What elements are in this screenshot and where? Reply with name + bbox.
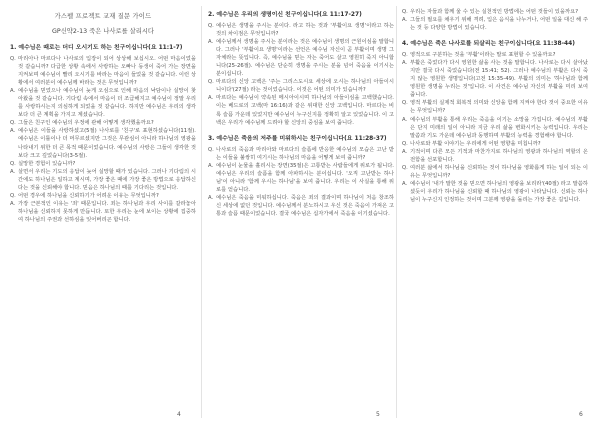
qa-text: 나사로의 죽음과 마리아와 마르다의 슬픔에 반응한 예수님의 모습은 고난 받는 이들을 불쌍히 여기시는 하나님의 마음을 어떻게 보여 줍니까?	[216, 146, 394, 161]
qa-marker: A.	[10, 128, 16, 135]
qa-text: 예수님은 죽음을 미워하십니다. 죽음은 죄의 결과이며 하나님이 처음 창조하신 세상에 없던 것입니다. 예수님께서 분노하시고 우신 것은 죽음이 가져온 고통과 슬픔 때문이었습니다. 결국 예수님은 십자가에서 죽음을 이기셨습니다.	[216, 194, 394, 217]
qa-marker: Q.	[208, 23, 214, 29]
qa-text: 예수님을 믿었으나 예수님이 늦게 오심으로 인해 마음의 낙담이나 실망이 찾아왔을 것 같습니다. 기다림 속에서 마음이 더 조급해지고 예수님이 정말 우리를 사랑하시는지 의심하게 되었을 것 같습니다. 하지만 예수님은 우리의 생각보다 더 큰 계획을 가지고 계셨습니다.	[18, 88, 196, 119]
qa-text: 어떤 경우에 하나님을 신뢰하기가 어려운 이유는 무엇입니까?	[18, 192, 159, 199]
question-item	[402, 8, 588, 16]
qa-marker: Q.	[402, 140, 408, 147]
section-title: 1. 예수님은 때로는 더디 오시기도 하는 친구이십니다(요 11:1-7)	[10, 45, 183, 51]
answer-item	[402, 59, 588, 99]
guide-header: 가스펠 프로젝트 교재 질문 가이드	[54, 13, 152, 20]
qa-marker: A.	[208, 95, 214, 102]
qa-marker: A.	[402, 60, 408, 67]
qa-marker: Q.	[402, 9, 408, 15]
answer-item	[208, 38, 394, 78]
question-item	[402, 99, 588, 115]
page-divider	[396, 6, 397, 418]
qa-text: 우리는 자들과 함께 울 수 있는 실천적인 방법에는 어떤 것들이 있을까요?	[410, 9, 579, 15]
question-item	[10, 160, 196, 168]
question-item	[402, 140, 588, 148]
qa-marker: Q.	[208, 146, 214, 153]
qa-list	[208, 22, 394, 127]
answer-item	[402, 180, 588, 204]
qa-text: 마르다는 예수님이 약속된 메시아이시며 하나님의 아들이심을 고백했습니다. 이는 베드로의 고백(마 16:16)과 같은 위대한 신앙 고백입니다. 마르다는 비록 슬픔 가운데 있었지만 예수님이 누구신지를 정확히 알고 있었습니다. 이 고백은 우리가 예수님께 드려야 할 신앙의 중심을 보여 줍니다.	[216, 95, 394, 126]
page-6	[402, 8, 588, 418]
qa-text: 마리아나 마르다나 나사로의 입장이 되어 상상해 보십시오. 어떤 마음이었을 것 같습니까? 다급한 상황 속에서 사랑하는 오빠나 동생이 죽어 가는 장면을 지켜보며 예수님이 빨리 오시기를 바라는 마음이 들었을 것 같습니다. 이런 상황에서 여러분이 예수님께 바라는 것은 무엇입니까?	[18, 56, 196, 87]
qa-text: 예수님이 눈물을 흘리시는 장면(35절)은 고통받는 사람들에게 위로가 됩니다. 예수님은 우리의 슬픔을 함께 아파하시는 분이십니다. '오직 고난받는 하나님'이 아니라 '함께 우시는 하나님'을 보여 줍니다. 우리는 이 사실을 통해 위로를 얻습니다.	[216, 162, 394, 193]
qa-marker: Q.	[402, 164, 408, 171]
answer-item	[208, 162, 394, 194]
question-item	[10, 55, 196, 87]
answer-item	[10, 127, 196, 159]
qa-text: 예수님은 생명을 주시는 분이다. 라고 하는 것과 '부활이요 생명'이라고 하는 것의 차이점은 무엇입니까?	[216, 23, 394, 38]
qa-text: 그들은 친구인 예수님의 우정에 관해 어떻게 생각했을까요?	[18, 120, 154, 127]
page-number: 6	[579, 411, 583, 418]
qa-marker: A.	[402, 180, 408, 187]
qa-marker: A.	[10, 168, 16, 175]
question-item	[208, 78, 394, 94]
qa-text: 부활은 죽었다가 다시 영원한 삶을 사는 것을 말합니다. 나사로는 다시 살아났지만 결국 다시 죽었습니다(전 15:41; 52). 그러나 예수님의 부활은 다시 죽지 않는 영원한 생명입니다(고전 15:35-49). 부활의 의미는 '하나님과 함께 영원한 생명을 누리는 것'입니다. 이 사건은 예수님 자신의 부활을 미리 보여 줍니다.	[410, 60, 588, 99]
question-item	[10, 119, 196, 127]
answer-item	[208, 94, 394, 126]
qa-marker: A.	[208, 162, 214, 169]
qa-text: 예수님은 이들을 사랑하셨고(5절) 나사로를 '친구'로 표현하셨습니다(11절). 예수님은 이틀이나 더 머무르셨지만 그것은 무관심이 아니라 하나님의 영광을 나타내기 위한 더 큰 목적 때문이었습니다. 예수님의 사랑은 그들이 생각한 것보다 크고 깊었습니다(3-5절).	[18, 128, 196, 159]
qa-text: 그들의 필요를 채우기 위해 격려, 입은 음식을 나누거나, 어떤 일을 대신 해 주는 것 등 다양한 방법이 있습니다.	[410, 17, 588, 32]
qa-text: 여러분 삶에서 하나님을 신뢰하는 것이 하나님을 영화롭게 하는 일이 되는 이유는 무엇입니까?	[410, 164, 588, 179]
qa-marker: Q.	[10, 120, 16, 127]
qa-text: 예수님이 '내가 말한 것을 믿으면 하나님의 영광을 보리라'(40절) 라고 말씀하셨듯이 우리가 하나님을 신뢰할 때 하나님의 영광이 나타납니다. 신뢰는 하나님이 누구신지 인정하는 것이며 그분께 영광을 돌리는 가장 좋은 길입니다.	[410, 180, 588, 203]
qa-text: 나사로와 부활 이야기는 우리에게 어떤 영향을 미칩니까?	[410, 140, 541, 147]
answer-item	[208, 194, 394, 218]
page-5	[208, 8, 394, 418]
qa-marker: Q.	[208, 79, 214, 86]
answer-item	[402, 148, 588, 164]
lesson-title: GP신약2-13 죽은 나사로를 살리시다	[52, 28, 154, 35]
page-number: 4	[177, 411, 181, 418]
qa-text: 가장 근본적인 이유는 '죄' 때문입니다. 죄는 하나님과 우리 사이를 갈라놓아 하나님을 신뢰하지 못하게 만듭니다. 또한 우리는 눈에 보이는 상황에 집중하여 하나님의 주권과 선하심을 잊어버리곤 합니다.	[18, 200, 196, 223]
qa-marker: A.	[10, 88, 16, 95]
qa-text: 예수님의 부활을 통해 우리는 죽음을 이기는 소망을 가집니다. 예수님의 부활은 단지 미래의 일이 아니라 지금 우리 삶을 변화시키는 능력입니다. 우리는 말씀과 기도 가운데 예수님과 동행하며 부활의 능력을 경험해야 합니다.	[410, 116, 588, 139]
answer-item	[402, 16, 588, 32]
qa-marker: Q.	[402, 52, 408, 59]
question-item	[208, 146, 394, 162]
qa-marker: A.	[402, 116, 408, 123]
qa-marker: A.	[208, 39, 214, 46]
qa-list	[402, 8, 588, 32]
question-item	[208, 22, 394, 38]
section-title: 2. 예수님은 우리의 생명이신 친구이십니다(요 11:17-27)	[208, 12, 362, 18]
page-divider	[201, 6, 202, 418]
qa-text: 살면서 우리는 기도의 응답이 늦어 실망할 때가 있습니다. 그러나 기다림의 시간에도 하나님은 일하고 계시며, 가장 좋은 때에 가장 좋은 방법으로 응답하신다는 것을 신뢰해야 합니다. 믿음은 하나님의 때를 기다리는 것입니다.	[18, 168, 196, 191]
answer-item	[10, 87, 196, 119]
qa-text: 실망한 경험이 있습니까?	[18, 160, 76, 167]
qa-marker: A.	[10, 200, 16, 207]
question-item	[402, 164, 588, 180]
qa-text: 영적으로 구분하는 것을 '부활'이라는 말로 표현할 수 있을까요?	[410, 52, 556, 59]
qa-text: 예수님께서 생명을 주시는 분이라는 것은 예수님이 생명의 근원이심을 말합니다. 그러나 '부활이요 생명'이라는 선언은 예수님 자신이 곧 부활이며 생명 그 자체라는 뜻입니다. 즉, 예수님을 믿는 자는 죽어도 살고 영원히 죽지 아니합니다(25-26절). 예수님은 단순히 생명을 주시는 분을 넘어 죽음을 이기시는 분이십니다.	[216, 39, 394, 78]
answer-item	[10, 200, 196, 224]
qa-marker: Q.	[10, 56, 16, 62]
qa-list	[402, 51, 588, 204]
qa-text: 기적이며 다른 모든 기적과 마찬가지로 하나님의 영광과 하나님의 역할의 온전함을 선포합니다.	[410, 148, 588, 163]
qa-marker: Q.	[10, 160, 16, 167]
qa-list	[10, 55, 196, 224]
qa-marker: Q.	[402, 100, 408, 107]
qa-marker: A.	[402, 17, 408, 24]
answer-item	[10, 168, 196, 192]
qa-marker: A.	[208, 194, 214, 201]
qa-list	[208, 146, 394, 218]
question-item	[402, 51, 588, 59]
section-title: 4. 예수님은 죽은 나사로를 되살리는 친구이십니다(요 11:38-44)	[402, 41, 575, 48]
question-item	[10, 192, 196, 200]
page-number: 5	[376, 411, 380, 418]
page-4	[10, 8, 196, 418]
answer-item	[402, 116, 588, 140]
section-title: 3. 예수님은 죽음의 저주를 미워하시는 친구이십니다(요 11:28-37)	[208, 135, 387, 142]
qa-text: 마르다의 신앙 고백은 '주는 그리스도시요 세상에 오시는 하나님의 아들이시니이다'(27절) 라는 것이었습니다. 이것은 어떤 의미가 있습니까?	[216, 79, 394, 94]
qa-marker: A.	[402, 148, 408, 155]
qa-marker: Q.	[10, 192, 16, 199]
qa-text: 영적 부활의 실제적 회복적 의미와 신앙을 함께 지켜야 한다 것이 중요한 이유는 무엇입니까?	[410, 100, 588, 115]
